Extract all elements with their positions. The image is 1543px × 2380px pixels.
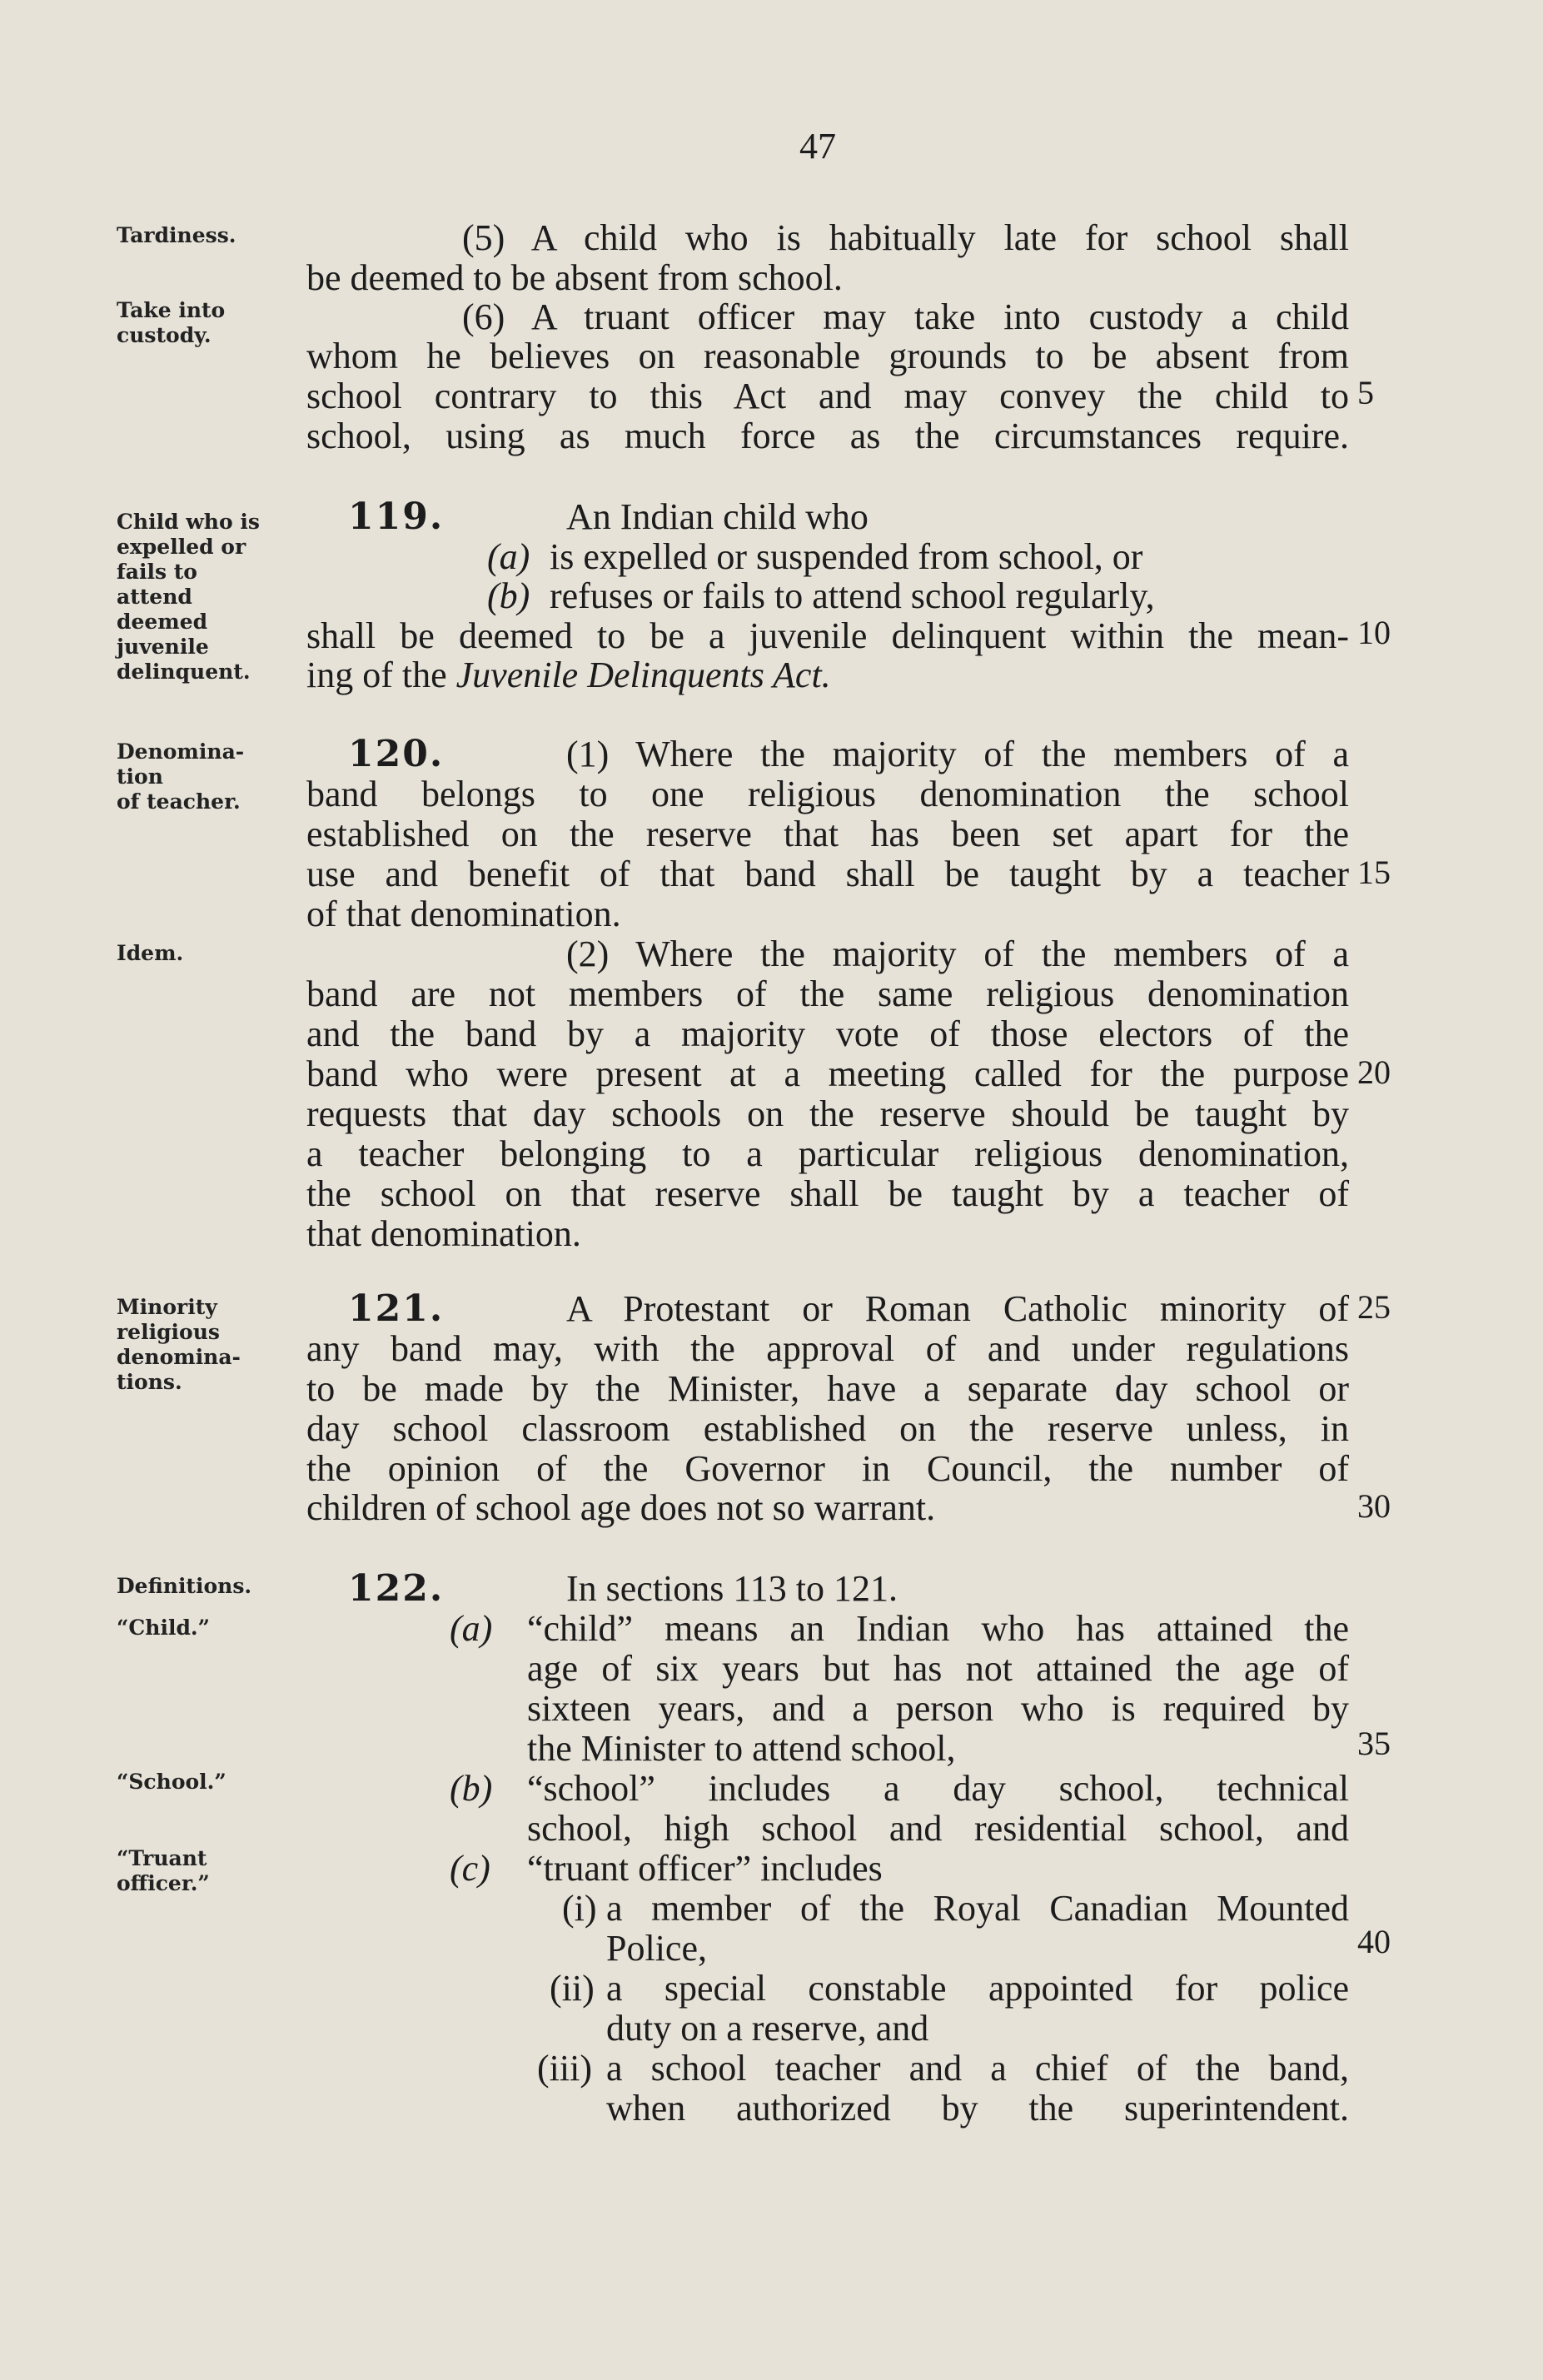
text-line: to be made by the Minister, have a separate day school or (306, 1368, 1349, 1409)
line-number: 20 (1357, 1053, 1391, 1091)
section-number: 120. (348, 733, 445, 775)
text-line: of that denomination. (306, 894, 621, 934)
text-line: whom he believes on reasonable grounds to be absent from (306, 336, 1349, 376)
section-number: 122. (348, 1567, 445, 1610)
text-line: (5) A child who is habitually late for school shall (462, 217, 1349, 258)
text-line: that denomination. (306, 1213, 581, 1254)
text-line: school, high school and residential school, and (527, 1808, 1349, 1849)
text-line: and the band by a majority vote of those electors of the (306, 1013, 1349, 1054)
text-line: a teacher belonging to a particular religious denomination, (306, 1133, 1349, 1174)
text-line: school, using as much force as the circumstances require. (306, 416, 1349, 456)
subclause-mark: (i) (562, 1888, 597, 1929)
margin-note-custody: Take into custody. (117, 298, 226, 347)
text-line: An Indian child who (566, 496, 869, 537)
clause-mark: (b) (487, 575, 530, 616)
section-number: 119. (348, 495, 445, 538)
text-line: A Protestant or Roman Catholic minority of (566, 1288, 1349, 1329)
text-line: the Minister to attend school, (527, 1728, 956, 1769)
page-number: 47 (799, 126, 836, 167)
line-number: 5 (1357, 374, 1374, 411)
text-line: be deemed to be absent from school. (306, 257, 843, 298)
text-line: is expelled or suspended from school, or (550, 536, 1143, 577)
text-line: ing of the Juvenile Delinquents Act. (306, 655, 831, 695)
clause-mark: (a) (487, 536, 530, 577)
text-line: a member of the Royal Canadian Mounted (606, 1888, 1349, 1929)
clause-mark: (b) (450, 1768, 493, 1809)
line-number: 40 (1357, 1923, 1391, 1960)
line-number: 35 (1357, 1725, 1391, 1762)
margin-note-child: “Child.” (117, 1616, 211, 1640)
margin-note-truant: “Truant officer.” (117, 1846, 210, 1895)
text-line: “truant officer” includes (527, 1848, 883, 1889)
text-line: Police, (606, 1928, 707, 1969)
margin-note-denomination: Denomina- tion of teacher. (117, 739, 245, 814)
text-line: (2) Where the majority of the members of a (566, 934, 1349, 974)
margin-note-child-delinquent: Child who is expelled or fails to attend deemed juvenile delinquent. (117, 510, 260, 684)
margin-note-tardiness: Tardiness. (117, 223, 236, 247)
text-line: day school classroom established on the reserve unless, in (306, 1408, 1349, 1449)
text-line: (1) Where the majority of the members of a (566, 734, 1349, 774)
text-line: “school” includes a day school, technical (527, 1768, 1349, 1809)
text-line: requests that day schools on the reserve should be taught by (306, 1093, 1349, 1134)
text-line: band are not members of the same religious denomination (306, 973, 1349, 1014)
text-line: band who were present at a meeting called for the purpose (306, 1053, 1349, 1094)
text-line: “child” means an Indian who has attained the (527, 1608, 1349, 1649)
text-line: established on the reserve that has been set apart for the (306, 814, 1349, 854)
subclause-mark: (ii) (550, 1968, 595, 2009)
text-line: any band may, with the approval of and under regulations (306, 1328, 1349, 1369)
text-line: duty on a reserve, and (606, 2008, 929, 2049)
clause-mark: (a) (450, 1608, 493, 1649)
margin-note-idem: Idem. (117, 941, 184, 965)
line-number: 30 (1357, 1487, 1391, 1525)
text-line: a school teacher and a chief of the band, (606, 2048, 1349, 2089)
section-number: 121. (348, 1287, 445, 1330)
margin-note-definitions: Definitions. (117, 1574, 252, 1598)
text-line: the school on that reserve shall be taught by a teacher of (306, 1173, 1349, 1214)
margin-note-school: “School.” (117, 1770, 226, 1794)
text-line: band belongs to one religious denomination the school (306, 774, 1349, 814)
line-number: 25 (1357, 1288, 1391, 1326)
text-line: In sections 113 to 121. (566, 1568, 898, 1609)
line-number: 10 (1357, 614, 1391, 651)
text-line: sixteen years, and a person who is required by (527, 1688, 1349, 1729)
text-line: refuses or fails to attend school regularly, (550, 575, 1155, 616)
text-line: age of six years but has not attained the age of (527, 1648, 1349, 1689)
text-line: children of school age does not so warrant. (306, 1487, 936, 1528)
line-number: 15 (1357, 854, 1391, 891)
text-line: use and benefit of that band shall be taught by a teacher (306, 854, 1349, 894)
clause-mark: (c) (450, 1848, 490, 1889)
subclause-mark: (iii) (537, 2048, 592, 2089)
text-line: shall be deemed to be a juvenile delinquent within the mean- (306, 615, 1349, 656)
text-line: the opinion of the Governor in Council, the number of (306, 1448, 1349, 1489)
text-line: a special constable appointed for police (606, 1968, 1349, 2009)
text-line: when authorized by the superintendent. (606, 2088, 1349, 2129)
text-line: (6) A truant officer may take into custody a child (462, 296, 1349, 337)
margin-note-minority: Minority religious denomina- tions. (117, 1295, 241, 1394)
text-line: school contrary to this Act and may convey the child to (306, 376, 1349, 416)
